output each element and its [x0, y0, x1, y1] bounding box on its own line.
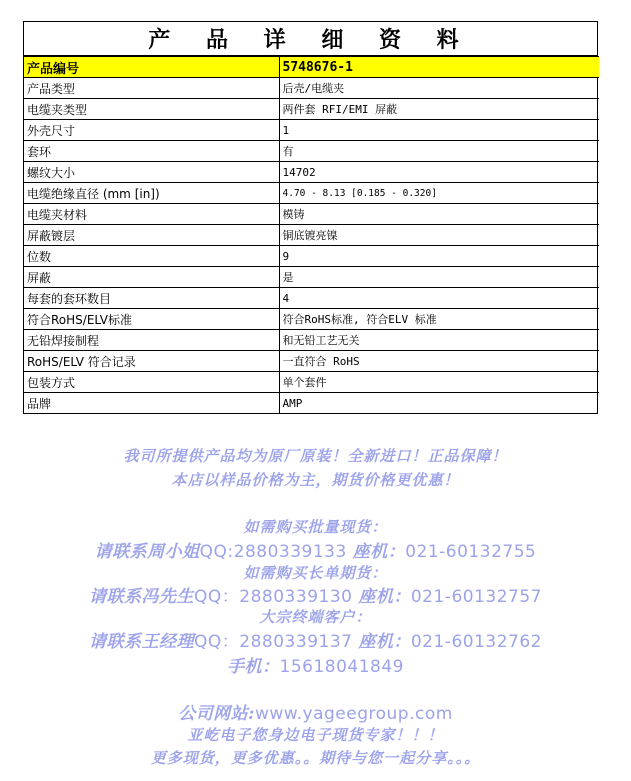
promo-contact-wang: [0, 627, 631, 652]
spec-label: 螺纹大小: [24, 162, 279, 183]
spec-value: 4.70 - 8.13 [0.185 - 0.320]: [279, 183, 599, 204]
promo-sample-price: 本店以样品价格为主，期货价格更优惠！: [171, 471, 460, 489]
spec-label: 包装方式: [24, 372, 279, 393]
contact-phone-label: 座机：: [352, 542, 406, 562]
spec-value: 两件套 RFI/EMI 屏蔽: [279, 99, 599, 120]
promo-futures-heading: 如需购买长单期货：: [243, 564, 388, 582]
promo-website: [0, 699, 631, 724]
spec-label: 套环: [24, 141, 279, 162]
promo-enterprise-heading: 大宗终端客户：: [259, 608, 372, 626]
spec-label: 无铅焊接制程: [24, 330, 279, 351]
spec-row: [24, 351, 599, 372]
spec-label: 产品类型: [24, 78, 279, 99]
spec-row: [24, 372, 599, 393]
spec-value: 有: [279, 141, 599, 162]
spec-value: 一直符合 RoHS: [279, 351, 599, 372]
spec-row: [24, 288, 599, 309]
sheet-title: 产 品 详 细 资 料: [24, 22, 597, 56]
spec-row: [24, 225, 599, 246]
spec-value: 和无铅工艺无关: [279, 330, 599, 351]
spec-row: [24, 204, 599, 225]
spec-value: AMP: [279, 393, 599, 414]
spec-label: 电缆绝缘直径 (mm [in]): [24, 183, 279, 204]
spec-row: [24, 78, 599, 99]
spec-label: RoHS/ELV 符合记录: [24, 351, 279, 372]
spec-value: 14702: [279, 162, 599, 183]
spec-label: 品牌: [24, 393, 279, 414]
spec-label: 电缆夹材料: [24, 204, 279, 225]
spec-row: [24, 57, 599, 78]
spec-value: 单个套件: [279, 372, 599, 393]
mobile-number[interactable]: 15618041849: [279, 657, 404, 677]
spec-value: 4: [279, 288, 599, 309]
mobile-label: 手机：: [227, 657, 280, 677]
spec-label: 电缆夹类型: [24, 99, 279, 120]
product-detail-sheet: [23, 21, 598, 414]
spec-label: 屏蔽: [24, 267, 279, 288]
website-link[interactable]: www.yageegroup.com: [254, 704, 453, 724]
contact-qq[interactable]: QQ:2880339133: [199, 542, 347, 562]
contact-name: 请联系周小姐: [94, 542, 200, 562]
spec-row: [24, 246, 599, 267]
spec-label: 产品编号: [24, 57, 279, 78]
website-label: 公司网站:: [178, 704, 255, 724]
promo-closing: 更多现货，更多优惠。。期待与您一起分享。。。: [150, 749, 481, 767]
promo-bulk-heading: 如需购买批量现货：: [243, 518, 388, 536]
spec-row: [24, 309, 599, 330]
contact-name: 请联系冯先生: [89, 587, 195, 607]
promo-guarantee: 我司所提供产品均为原厂原装！全新进口！正品保障！: [123, 447, 508, 465]
contact-qq[interactable]: QQ：2880339130: [194, 587, 353, 607]
promo-contact-zhou: [0, 537, 631, 562]
spec-value: 铜底镀亮镍: [279, 225, 599, 246]
spec-value: 后壳/电缆夹: [279, 78, 599, 99]
promo-contact-feng: [0, 582, 631, 607]
contact-phone-label: 座机：: [358, 587, 411, 607]
spec-value: 符合RoHS标准, 符合ELV 标准: [279, 309, 599, 330]
spec-row: [24, 99, 599, 120]
contact-phone[interactable]: 021-60132755: [405, 542, 537, 562]
spec-label: 位数: [24, 246, 279, 267]
spec-row: [24, 267, 599, 288]
spec-value: 模铸: [279, 204, 599, 225]
contact-phone[interactable]: 021-60132757: [410, 587, 542, 607]
spec-table: [24, 56, 599, 413]
spec-row: [24, 183, 599, 204]
spec-value: 1: [279, 120, 599, 141]
contact-name: 请联系王经理: [89, 632, 195, 652]
contact-phone[interactable]: 021-60132762: [410, 632, 542, 652]
contact-qq[interactable]: QQ：2880339137: [194, 632, 353, 652]
spec-label: 每套的套环数目: [24, 288, 279, 309]
contact-phone-label: 座机：: [358, 632, 411, 652]
spec-row: [24, 162, 599, 183]
spec-value: 是: [279, 267, 599, 288]
promo-slogan: 亚屹电子您身边电子现货专家！！！: [187, 726, 444, 744]
spec-row: [24, 393, 599, 414]
spec-label: 符合RoHS/ELV标准: [24, 309, 279, 330]
promo-mobile: [0, 652, 631, 677]
spec-row: [24, 120, 599, 141]
spec-value: 5748676-1: [279, 57, 599, 78]
spec-row: [24, 141, 599, 162]
spec-label: 外壳尺寸: [24, 120, 279, 141]
spec-label: 屏蔽镀层: [24, 225, 279, 246]
spec-value: 9: [279, 246, 599, 267]
spec-row: [24, 330, 599, 351]
